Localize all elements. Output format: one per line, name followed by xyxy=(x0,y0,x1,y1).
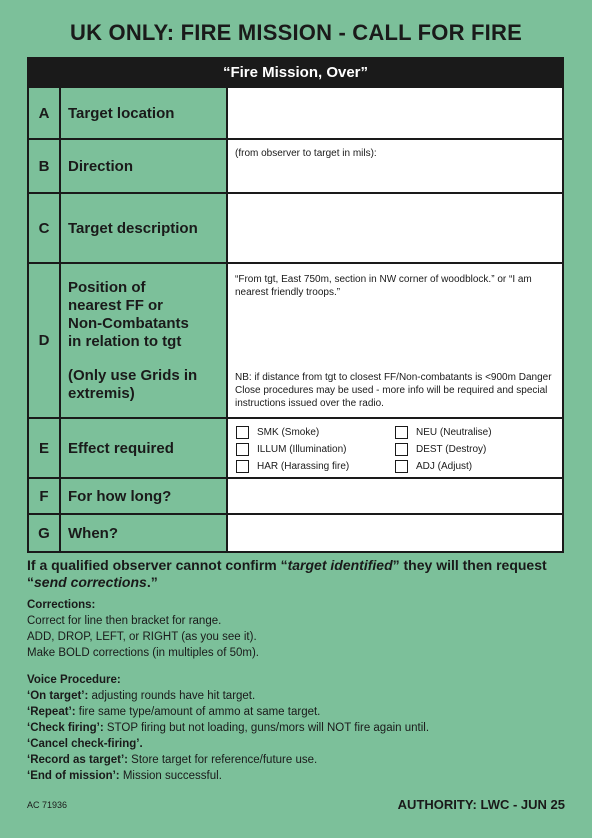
target-location-field[interactable] xyxy=(228,88,562,138)
correction-line: ADD, DROP, LEFT, or RIGHT (as you see it). xyxy=(27,631,257,643)
voice-line xyxy=(27,752,567,768)
correction-line: Correct for line then bracket for range. xyxy=(27,615,222,627)
form-row-e xyxy=(29,417,562,477)
form-row-a xyxy=(29,86,562,138)
label-note: extremis) xyxy=(68,384,135,402)
option-label: HAR (Harassing fire) xyxy=(257,460,350,472)
row-label xyxy=(61,264,228,417)
form-row-g xyxy=(29,513,562,551)
note-emphasis: send corrections xyxy=(34,574,147,590)
duration-field[interactable] xyxy=(228,479,562,513)
voice-text: fire same type/amount of ammo at same target. xyxy=(75,706,321,718)
row-label: For how long? xyxy=(61,479,228,513)
row-letter: C xyxy=(29,194,61,262)
checkbox[interactable] xyxy=(236,443,249,456)
authority-line: AUTHORITY: LWC - JUN 25 xyxy=(397,797,565,812)
effect-option-destroy[interactable] xyxy=(395,442,554,456)
note-emphasis: target identified xyxy=(287,557,393,573)
effect-option-smoke[interactable] xyxy=(236,425,395,439)
voice-term: ‘Repeat’: xyxy=(27,706,76,718)
form-row-f xyxy=(29,477,562,513)
effect-options xyxy=(228,419,562,477)
row-letter: B xyxy=(29,140,61,192)
form-row-c xyxy=(29,192,562,262)
direction-field[interactable] xyxy=(228,140,562,192)
voice-term: ‘On target’: xyxy=(27,690,89,702)
note-text: ” they will then request “ xyxy=(27,557,547,590)
row-label: Direction xyxy=(61,140,228,192)
call-for-fire-form xyxy=(27,57,564,553)
effect-option-neutralise[interactable] xyxy=(395,425,554,439)
voice-line xyxy=(27,720,567,736)
label-line: Position of xyxy=(68,278,146,296)
option-label: NEU (Neutralise) xyxy=(416,426,492,438)
option-label: ILLUM (Illumination) xyxy=(257,443,347,455)
row-label: When? xyxy=(61,515,228,551)
voice-text: Store target for reference/future use. xyxy=(127,754,318,766)
checkbox[interactable] xyxy=(395,426,408,439)
row-letter: E xyxy=(29,419,61,477)
voice-line xyxy=(27,704,567,720)
checkbox[interactable] xyxy=(236,460,249,473)
checkbox[interactable] xyxy=(395,460,408,473)
page-title: UK ONLY: FIRE MISSION - CALL FOR FIRE xyxy=(70,20,522,45)
label-line: in relation to tgt xyxy=(68,332,182,350)
voice-term: ‘Check firing’: xyxy=(27,722,104,734)
label-line: Non-Combatants xyxy=(68,314,189,332)
voice-text: adjusting rounds have hit target. xyxy=(88,690,256,702)
voice-term: ‘End of mission’: xyxy=(27,770,120,782)
form-row-b xyxy=(29,138,562,192)
row-label: Effect required xyxy=(61,419,228,477)
label-note: (Only use Grids in xyxy=(68,366,198,384)
effect-option-harassing[interactable] xyxy=(236,459,395,473)
option-label: DEST (Destroy) xyxy=(416,443,487,455)
checkbox[interactable] xyxy=(395,443,408,456)
row-letter: F xyxy=(29,479,61,513)
corrections-heading: Corrections: xyxy=(27,599,96,611)
voice-procedure-heading: Voice Procedure: xyxy=(27,674,121,686)
field-hint: “From tgt, East 750m, section in NW corner of woodblock.” or “I am nearest friendly troops.” xyxy=(235,274,532,298)
observer-note xyxy=(27,557,567,591)
when-field[interactable] xyxy=(228,515,562,551)
target-description-field[interactable] xyxy=(228,194,562,262)
effect-option-adjust[interactable] xyxy=(395,459,554,473)
note-text: .” xyxy=(146,574,158,590)
voice-term: ‘Record as target’: xyxy=(27,754,128,766)
voice-text: Mission successful. xyxy=(119,770,222,782)
effect-option-illumination[interactable] xyxy=(236,442,395,456)
voice-line xyxy=(27,736,567,752)
row-label: Target description xyxy=(61,194,228,262)
voice-text: STOP firing but not loading, guns/mors will NOT fire again until. xyxy=(103,722,430,734)
option-label: SMK (Smoke) xyxy=(257,426,320,438)
row-label: Target location xyxy=(61,88,228,138)
checkbox[interactable] xyxy=(236,426,249,439)
procedure-notes xyxy=(27,557,567,784)
correction-line: Make BOLD corrections (in multiples of 50m). xyxy=(27,647,259,659)
field-hint: (from observer to target in mils): xyxy=(235,148,377,159)
form-row-d xyxy=(29,262,562,417)
danger-close-note: NB: if distance from tgt to closest FF/Non-combatants is <900m Danger Close procedures may be used - more info will be required and special instructions issued over the radio. xyxy=(235,372,552,409)
row-letter: A xyxy=(29,88,61,138)
form-header: “Fire Mission, Over” xyxy=(29,59,562,86)
friendly-position-field[interactable] xyxy=(228,264,562,417)
option-label: ADJ (Adjust) xyxy=(416,460,473,472)
voice-term: ‘Cancel check-firing’. xyxy=(27,738,143,750)
label-line: nearest FF or xyxy=(68,296,164,314)
note-text: If a qualified observer cannot confirm “ xyxy=(27,557,288,573)
voice-line xyxy=(27,688,567,704)
row-letter: D xyxy=(29,264,61,417)
voice-line xyxy=(27,768,567,784)
row-letter: G xyxy=(29,515,61,551)
document-code: AC 71936 xyxy=(27,800,68,810)
